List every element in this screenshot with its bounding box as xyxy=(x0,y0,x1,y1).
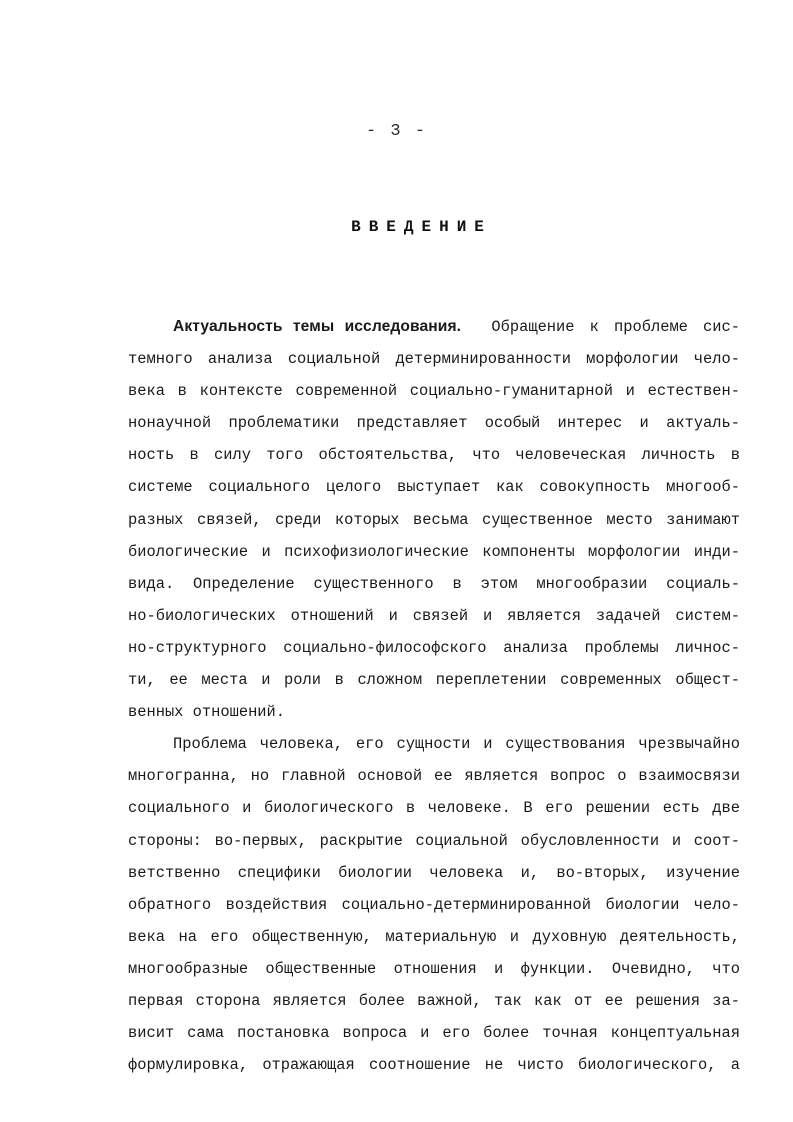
paragraph-line: ти, ее места и роли в сложном переплетении современных общест- xyxy=(128,671,740,690)
paragraph-line: многообразные общественные отношения и функции. Очевидно, что xyxy=(128,959,740,978)
paragraph-line-text: Обращение к проблеме сис- xyxy=(491,318,740,336)
paragraph-line: века в контексте современной социально-гуманитарной и естествен- xyxy=(128,382,740,401)
paragraph-line: нонаучной проблематики представляет особый интерес и актуаль- xyxy=(128,414,740,433)
paragraph-line: формулировка, отражающая соотношение не чисто биологического, а xyxy=(128,1056,740,1075)
paragraph-line: социального и биологического в человеке. В его решении есть две xyxy=(128,799,740,818)
page-number: - 3 - xyxy=(365,122,427,141)
paragraph-line: многогранна, но главной основой ее является вопрос о взаимосвязи xyxy=(128,767,740,786)
paragraph-line: обратного воздействия социально-детерминированной биологии чело- xyxy=(128,895,740,914)
document-body xyxy=(128,311,740,1081)
paragraph-line: венных отношений. xyxy=(128,703,286,722)
paragraph-line: века на его общественную, материальную и духовную деятельность, xyxy=(128,927,740,946)
paragraph-line: стороны: во-первых, раскрытие социальной обусловленности и соот- xyxy=(128,831,740,850)
paragraph-line: ветственно специфики биологии человека и, во-вторых, изучение xyxy=(128,863,740,882)
section-heading: ВВЕДЕНИЕ xyxy=(351,218,492,236)
paragraph-line: системе социального целого выступает как совокупность многооб- xyxy=(128,478,740,497)
paragraph-line: но-структурного социально-философского анализа проблемы личнос- xyxy=(128,638,740,657)
paragraph-line: первая сторона является более важной, так как от ее решения за- xyxy=(128,991,740,1010)
paragraph-line xyxy=(128,311,740,343)
paragraph-line: ность в силу того обстоятельства, что человеческая личность в xyxy=(128,446,740,465)
paragraph-line: но-биологических отношений и связей и является задачей систем- xyxy=(128,606,740,625)
paragraph-lead: Актуальность темы исследования. xyxy=(173,318,462,335)
paragraph-line: разных связей, среди которых весьма существенное место занимают xyxy=(128,510,740,529)
paragraph-line: темного анализа социальной детерминированности морфологии чело- xyxy=(128,350,740,369)
paragraph-line: биологические и психофизиологические компоненты морфологии инди- xyxy=(128,542,740,561)
paragraph-line: висит сама постановка вопроса и его более точная концептуальная xyxy=(128,1024,740,1043)
paragraph-line: Проблема человека, его сущности и существования чрезвычайно xyxy=(173,735,740,754)
paragraph-line: вида. Определение существенного в этом многообразии социаль- xyxy=(128,574,740,593)
